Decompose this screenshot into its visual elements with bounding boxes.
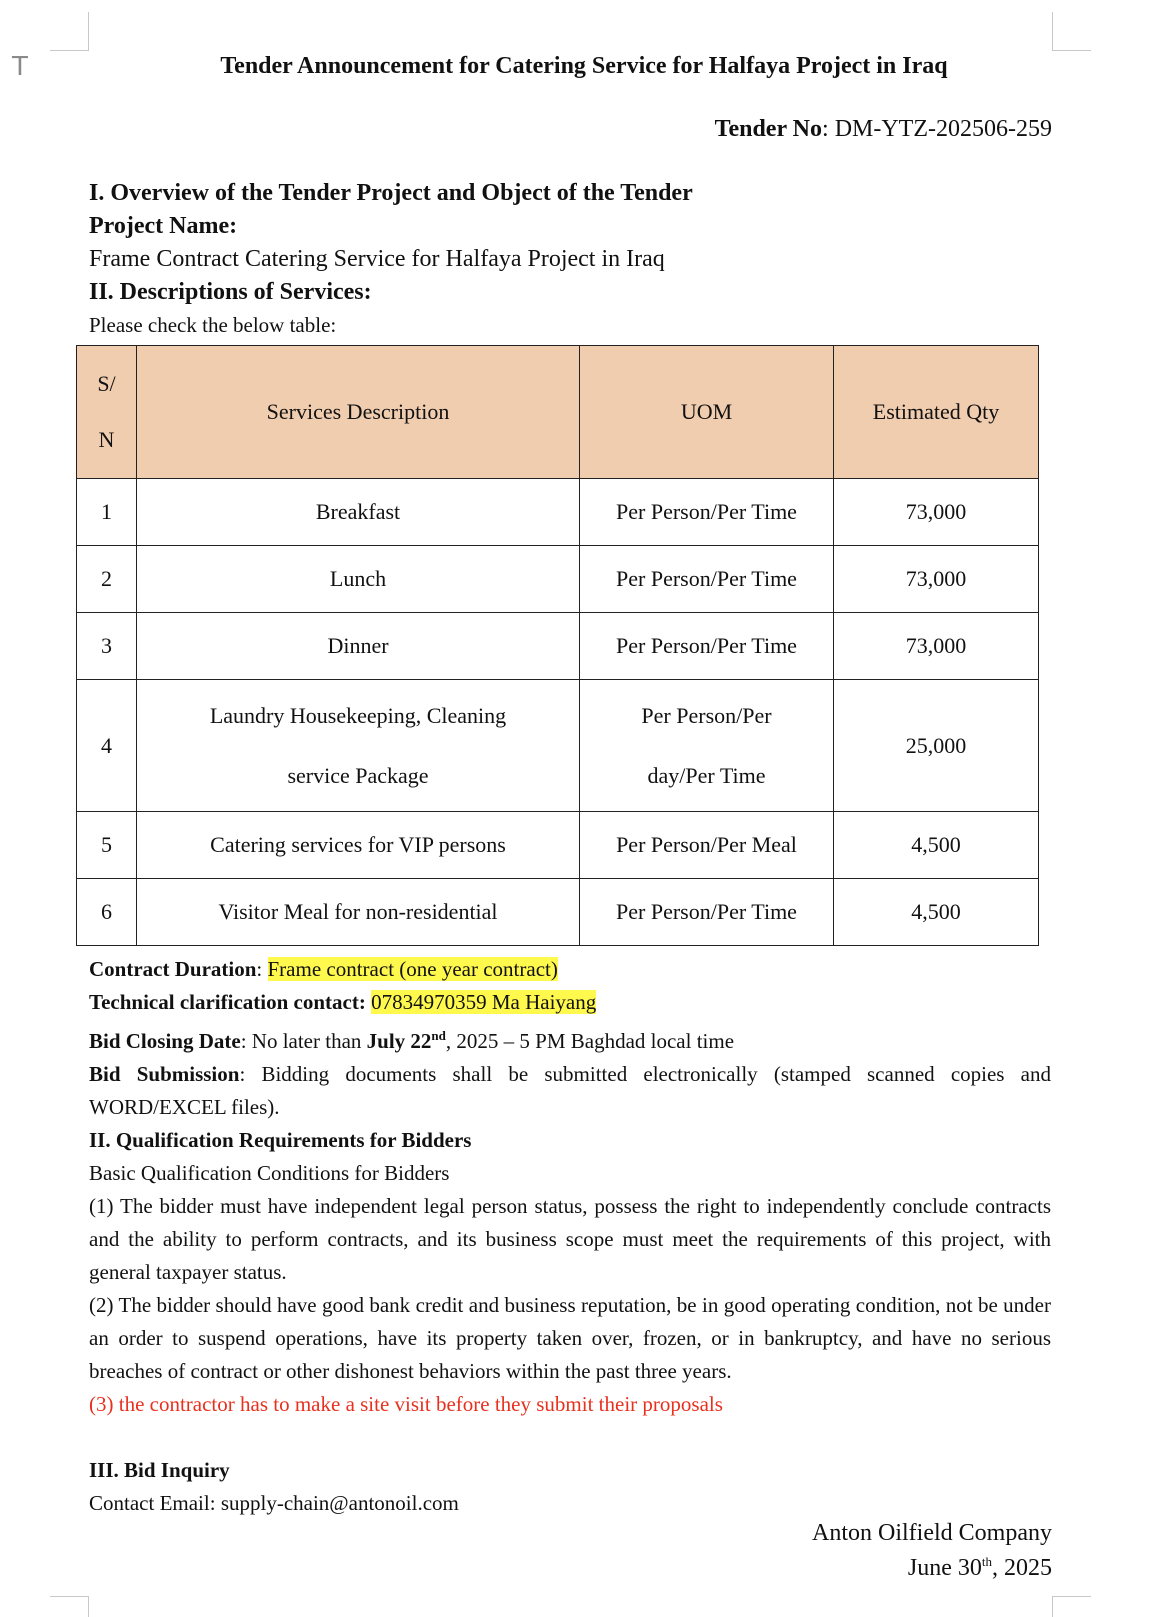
row-description: Breakfast — [137, 479, 580, 546]
row-sn: 6 — [77, 879, 137, 946]
row-sn: 5 — [77, 812, 137, 879]
row-qty: 25,000 — [834, 680, 1039, 812]
tender-number-value: DM-YTZ-202506-259 — [834, 116, 1052, 142]
bid-submission-text: : Bidding documents shall be submitted electronically (stamped scanned copies and WORD/EXCEL files). — [89, 1062, 1051, 1119]
row-sn: 1 — [77, 479, 137, 546]
row-qty: 73,000 — [834, 546, 1039, 613]
crop-mark-top-left — [50, 12, 89, 51]
tender-number-separator: : — [822, 116, 835, 142]
crop-mark-bottom-right — [1052, 1596, 1091, 1617]
technical-contact-value: 07834970359 Ma Haiyang — [371, 990, 597, 1014]
header-qty: Estimated Qty — [834, 346, 1039, 479]
row-description-line2: service Package — [287, 762, 429, 788]
table-row — [77, 546, 1039, 613]
text-cursor-icon: T — [12, 52, 28, 82]
header-sn-bottom: N — [98, 427, 115, 452]
technical-contact-label: Technical clarification contact: — [89, 990, 366, 1014]
details-section — [89, 953, 1051, 1520]
qualification-item-2: (2) The bidder should have good bank credit and business reputation, be in good operating condition, not be under an order to suspend operations, have its property taken over, frozen, or in bankruptcy, and have no serious breaches of contract or other dishonest behaviors within the past three years. — [89, 1293, 1051, 1383]
signature-date — [908, 1554, 1052, 1582]
row-qty: 4,500 — [834, 812, 1039, 879]
inquiry-heading: III. Bid Inquiry — [89, 1458, 230, 1482]
bid-closing-prefix: : No later than — [240, 1029, 367, 1053]
contract-duration-value: Frame contract (one year contract) — [267, 957, 558, 981]
row-uom — [580, 680, 834, 812]
project-name-label: Project Name: — [89, 213, 238, 239]
qualification-heading: II. Qualification Requirements for Bidders — [89, 1128, 472, 1152]
row-qty: 73,000 — [834, 479, 1039, 546]
row-sn: 2 — [77, 546, 137, 613]
table-row — [77, 812, 1039, 879]
services-table — [76, 345, 1039, 946]
contact-email-link[interactable]: supply-chain@antonoil.com — [220, 1491, 459, 1515]
row-description: Catering services for VIP persons — [137, 812, 580, 879]
signature-date-sup: th — [981, 1554, 992, 1569]
project-name: Frame Contract Catering Service for Halfaya Project in Iraq — [89, 246, 665, 272]
header-sn — [77, 346, 137, 479]
tender-number-label: Tender No — [714, 116, 823, 142]
signature-date-prefix: June 30 — [907, 1555, 982, 1581]
row-uom: Per Person/Per Time — [580, 879, 834, 946]
qualification-item-3: (3) the contractor has to make a site visit before they submit their proposals — [89, 1392, 723, 1416]
row-qty: 73,000 — [834, 613, 1039, 680]
contract-duration-label: Contract Duration — [89, 957, 257, 981]
table-row — [77, 680, 1039, 812]
table-header-row — [77, 346, 1039, 479]
services-heading: II. Descriptions of Services: — [89, 279, 372, 305]
contact-email-label: Contact Email: — [89, 1491, 221, 1515]
bid-submission-label: Bid Submission — [89, 1062, 240, 1086]
bid-closing-date-value: July 22 — [366, 1029, 432, 1053]
row-uom: Per Person/Per Meal — [580, 812, 834, 879]
overview-section — [89, 177, 1051, 342]
header-uom: UOM — [580, 346, 834, 479]
row-description — [137, 680, 580, 812]
row-uom: Per Person/Per Time — [580, 613, 834, 680]
company-signature: Anton Oilfield Company — [812, 1520, 1052, 1546]
header-description: Services Description — [137, 346, 580, 479]
bid-closing-date-sup: nd — [431, 1028, 446, 1043]
contact-email — [89, 1487, 1051, 1520]
bid-closing-date — [89, 1019, 1051, 1058]
header-sn-top: S/ — [97, 371, 116, 396]
row-description: Lunch — [137, 546, 580, 613]
row-uom: Per Person/Per Time — [580, 479, 834, 546]
row-description: Visitor Meal for non-residential — [137, 879, 580, 946]
overview-heading: I. Overview of the Tender Project and Object of the Tender — [89, 180, 693, 206]
qualification-item-1: (1) The bidder must have independent legal person status, possess the right to independently conclude contracts and the ability to perform contracts, and its business scope must meet the requirements of this project, with general taxpayer status. — [89, 1194, 1051, 1284]
row-description-line1: Laundry Housekeeping, Cleaning — [209, 702, 507, 728]
signature-date-suffix: , 2025 — [992, 1555, 1052, 1581]
technical-contact — [89, 986, 1051, 1019]
tender-number — [715, 116, 1052, 143]
services-intro: Please check the below table: — [89, 313, 337, 337]
table-row — [77, 613, 1039, 680]
row-uom-line1: Per Person/Per — [641, 702, 772, 728]
bid-submission — [89, 1058, 1051, 1124]
crop-mark-top-right — [1052, 12, 1091, 51]
row-qty: 4,500 — [834, 879, 1039, 946]
qualification-subheading: Basic Qualification Conditions for Bidders — [89, 1161, 450, 1185]
bid-closing-suffix: , 2025 – 5 PM Baghdad local time — [445, 1029, 735, 1053]
document-title: Tender Announcement for Catering Service for Halfaya Project in Iraq — [220, 53, 948, 79]
row-sn: 4 — [77, 680, 137, 812]
table-row — [77, 879, 1039, 946]
row-sn: 3 — [77, 613, 137, 680]
table-row — [77, 479, 1039, 546]
row-description: Dinner — [137, 613, 580, 680]
row-uom: Per Person/Per Time — [580, 546, 834, 613]
row-uom-line2: day/Per Time — [647, 762, 766, 788]
crop-mark-bottom-left — [50, 1596, 89, 1617]
contract-duration: Contract Duration: Frame contract (one year contract) — [89, 957, 558, 981]
bid-closing-label: Bid Closing Date — [89, 1029, 241, 1053]
